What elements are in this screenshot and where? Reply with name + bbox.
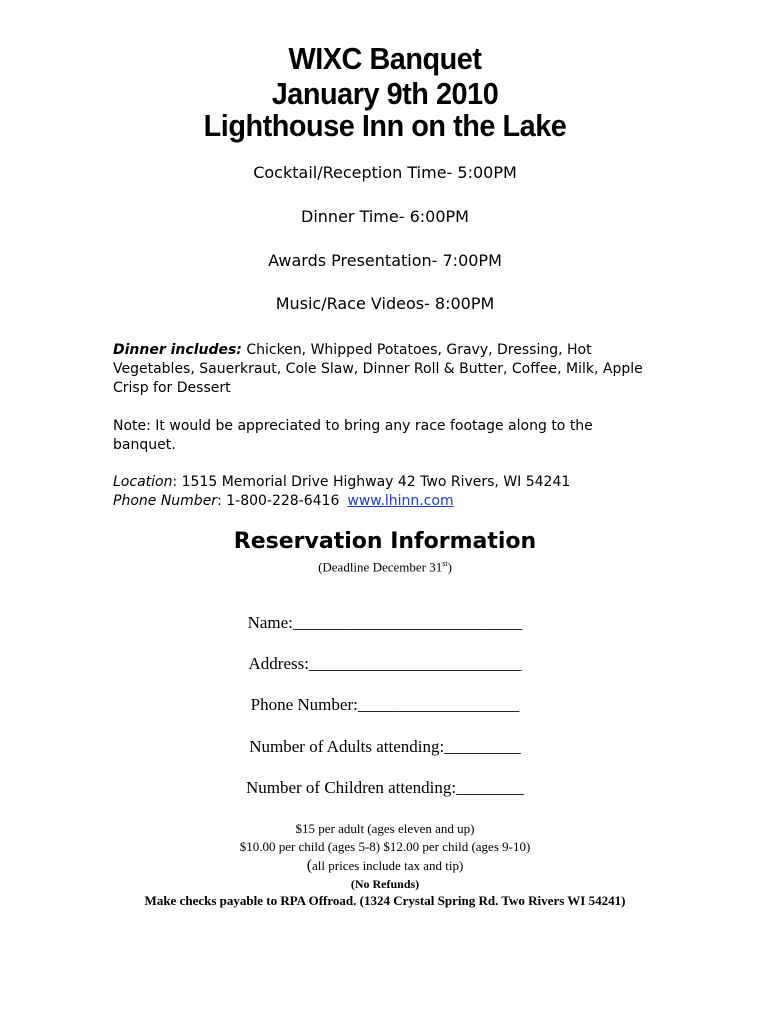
website-link[interactable]: www.lhinn.com [347, 493, 454, 509]
reservation-title: Reservation Information [233, 529, 537, 554]
event-title: WIXC Banquet [288, 41, 482, 76]
refund-note: (No Refunds) [350, 877, 420, 891]
child-price: $10.00 per child (ages 5-8) $12.00 per child (ages 9-10) [239, 839, 531, 854]
children-field[interactable]: Number of Children attending:________ [245, 778, 525, 797]
location-value: : 1515 Memorial Drive Highway 42 Two Rivers, WI 54241 [172, 474, 571, 490]
tax-note [0, 858, 770, 874]
phone-field[interactable]: Phone Number:___________________ [250, 695, 520, 714]
dinner-label: Dinner includes: [113, 342, 242, 358]
phone-value: : 1-800-228-6416 [217, 493, 340, 509]
schedule-awards: Awards Presentation- 7:00PM [268, 251, 502, 270]
location-block [113, 473, 658, 511]
dinner-text: Chicken, Whipped Potatoes, Gravy, Dressing, Hot Vegetables, Sauerkraut, Cole Slaw, Dinner Roll & Butter, Coffee, Milk, Apple Crisp for Dessert [113, 342, 643, 396]
schedule-music: Music/Race Videos- 8:00PM [275, 294, 495, 313]
schedule-dinner: Dinner Time- 6:00PM [301, 207, 469, 226]
deadline-text: (Deadline December 31 [318, 559, 443, 575]
schedule-cocktail: Cocktail/Reception Time- 5:00PM [253, 163, 517, 182]
tax-text: all prices include tax and tip) [312, 858, 464, 873]
phone-label: Phone Number [113, 493, 218, 509]
name-field[interactable]: Name:___________________________ [247, 613, 523, 632]
deadline-close: ) [447, 559, 452, 575]
location-line [113, 473, 658, 492]
tax-paren: ( [306, 857, 313, 874]
deadline-suffix: st [442, 559, 448, 568]
location-label: Location [113, 474, 173, 490]
event-venue: Lighthouse Inn on the Lake [203, 108, 567, 143]
adult-price: $15 per adult (ages eleven and up) [295, 821, 475, 836]
reservation-deadline [0, 560, 770, 573]
dinner-menu [113, 341, 658, 398]
checks-payable: Make checks payable to RPA Offroad. (1324 Crystal Spring Rd. Two Rivers WI 54241) [144, 893, 626, 908]
phone-line [113, 492, 658, 511]
note-text: Note: It would be appreciated to bring any race footage along to the banquet. [113, 418, 593, 453]
event-date: January 9th 2010 [271, 76, 499, 111]
adults-field[interactable]: Number of Adults attending:_________ [249, 737, 521, 756]
address-field[interactable]: Address:_________________________ [248, 654, 522, 673]
